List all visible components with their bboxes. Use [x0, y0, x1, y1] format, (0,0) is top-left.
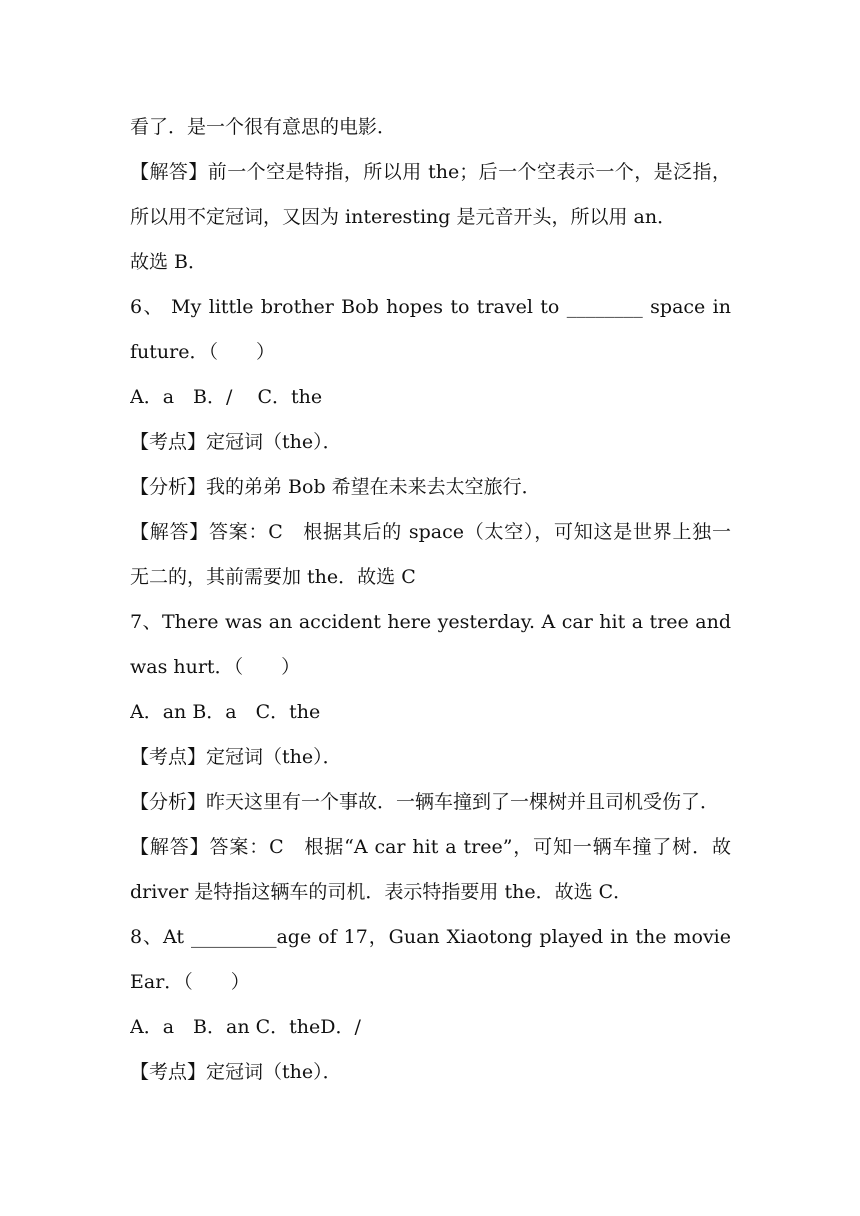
question-7-options: A．an B．a C．the: [130, 701, 321, 723]
question-7-cont: was hurt．（ ）: [130, 656, 301, 678]
question-6-options: A．a B．/ C．the: [130, 386, 323, 408]
analysis-line: 【分析】我的弟弟 Bob 希望在未来去太空旅行．: [130, 476, 541, 498]
key-point-line: 【考点】定冠词（the）．: [130, 746, 342, 768]
choice-line: 故选 B．: [130, 251, 208, 273]
question-8-cont: Ear．（ ）: [130, 971, 250, 993]
answer-line: 【解答】答案：C 根据“A car hit a tree”，可知一辆车撞了树．故: [130, 836, 731, 858]
text-line: 所以用不定冠词，又因为 interesting 是元音开头，所以用 an．: [130, 206, 677, 228]
key-point-line: 【考点】定冠词（the）．: [130, 1061, 342, 1083]
question-8-options: A．a B．an C．theD．/: [130, 1016, 361, 1038]
text-line: 看了．是一个很有意思的电影．: [130, 116, 397, 138]
document-body: [130, 105, 731, 1095]
question-8: 8、At _________age of 17，Guan Xiaotong played in the movie: [130, 926, 731, 948]
question-7: 7、There was an accident here yesterday. A car hit a tree and: [130, 611, 731, 633]
answer-line: 【解答】前一个空是特指，所以用 the；后一个空表示一个，是泛指，: [130, 161, 731, 183]
text-line: 无二的，其前需要加 the．故选 C: [130, 566, 416, 588]
answer-line: 【解答】答案：C 根据其后的 space（太空），可知这是世界上独一: [130, 521, 731, 543]
question-6-cont: future．（ ）: [130, 341, 275, 363]
question-6: 6、 My little brother Bob hopes to travel to ________ space in: [130, 296, 731, 318]
analysis-line: 【分析】昨天这里有一个事故．一辆车撞到了一棵树并且司机受伤了．: [130, 791, 720, 813]
text-line: driver 是特指这辆车的司机．表示特指要用 the．故选 C．: [130, 881, 633, 903]
key-point-line: 【考点】定冠词（the）．: [130, 431, 342, 453]
